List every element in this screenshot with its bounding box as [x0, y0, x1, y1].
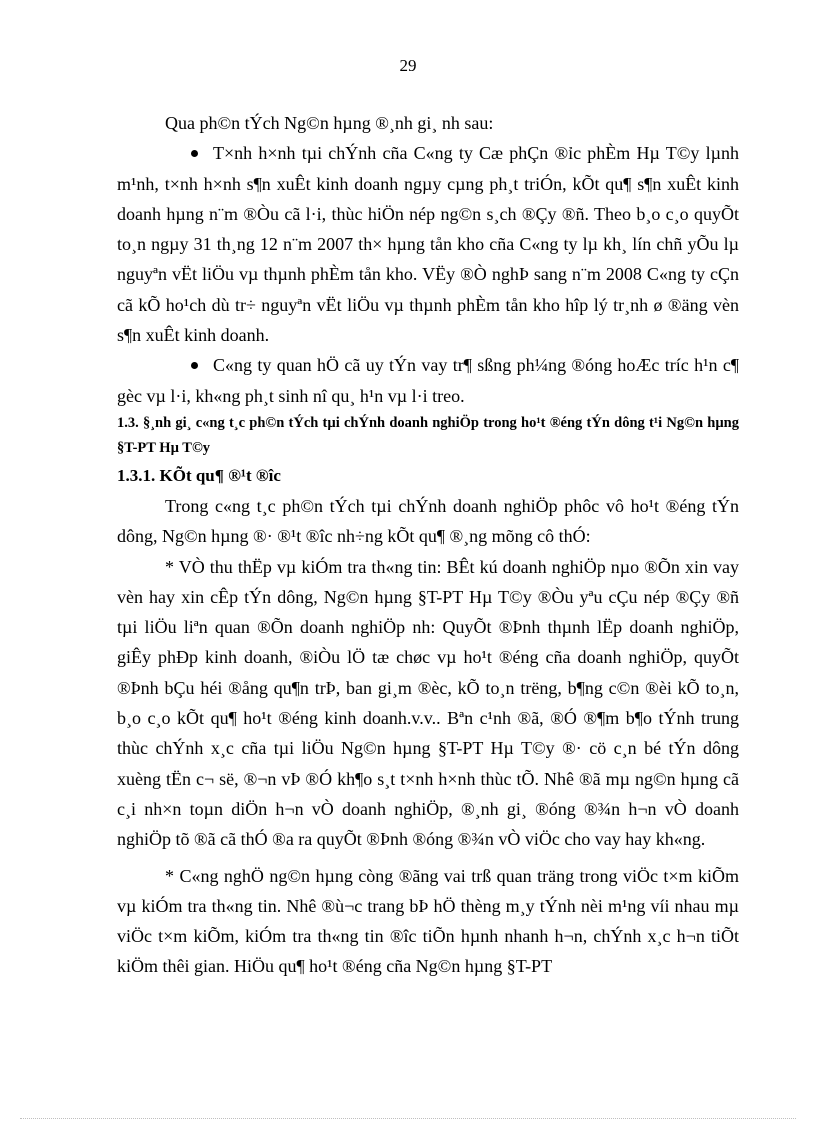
page-body [117, 108, 739, 982]
section-heading-1-3: 1.3. §¸nh gi¸ c«ng t¸c ph©n tÝch tµi chÝnh doanh nghiÖp trong ho¹t ®éng tÝn dông t¹i Ng©n hµng §T-PT Hµ T©y [117, 414, 739, 456]
bullet-item-1 [117, 138, 739, 350]
paragraph-3: * C«ng nghÖ ng©n hµng còng ®ãng vai trß quan träng trong viÖc t×m kiÕm vµ kiÓm tra th«ng tin. Nhê ®ù¬c trang bÞ hÖ thèng m¸y tÝnh nèi m¹ng víi nhau mµ viÖc t×m kiÕm, kiÓm tra th«ng tin ®îc tiÕn hµnh nhanh h¬n, chÝnh x¸c h¬n tiÕt kiÖm thêi gian. HiÖu qu¶ ho¹t ®éng cña Ng©n hµng §T-PT [117, 865, 739, 977]
bullet-2-text: C«ng ty quan hÖ cã uy tÝn vay tr¶ sßng ph¼ng ®óng hoÆc tríc h¹n c¶ gèc vµ l·i, kh«ng ph¸t sinh nî qu¸ h¹n vµ l·i treo. [117, 355, 739, 406]
footer-rule [20, 1118, 796, 1119]
paragraph-2: * VÒ thu thËp vµ kiÓm tra th«ng tin: BÊt kú doanh nghiÖp nµo ®Õn xin vay vèn hay xin cÊp tÝn dông, Ng©n hµng §T-PT Hµ T©y ®Òu yªu cÇu nép ®Çy ®ñ tµi liÖu liªn quan ®Õn doanh nghiÖp nh: QuyÕt ®Þnh thµnh lËp doanh nghiÖp, giÊy phÐp kinh doanh, ®iÒu lÖ tæ chøc vµ ho¹t ®éng cña doanh nghiÖp, quyÕt ®Þnh bÇu héi ®ång qu¶n trÞ, ban gi¸m ®èc, kÕ to¸n trëng, b¶ng c©n ®èi kÕ to¸n, b¸o c¸o kÕt qu¶ ho¹t ®éng kinh doanh.v.v.. Bªn c¹nh ®ã, ®Ó ®¶m b¶o tÝnh trung thùc chÝnh x¸c cña tµi liÖu Ng©n hµng §T-PT Hµ T©y ®· cö c¸n bé tÝn dông xuèng tËn c¬ së, ®¬n vÞ ®Ó kh¶o s¸t t×nh h×nh thùc tÕ. Nhê ®ã mµ ng©n hµng cã c¸i nh×n toµn diÖn h¬n vÒ doanh nghiÖp, ®¸nh gi¸ ®óng ®¾n h¬n vÒ doanh nghiÖp tõ ®ã cã thÓ ®a ra quyÕt ®Þnh ®óng ®¾n vÒ viÖc cho vay hay kh«ng. [117, 556, 739, 850]
intro-paragraph: Qua ph©n tÝch Ng©n hµng ®¸nh gi¸ nh sau: [165, 113, 494, 133]
bullet-item-2 [117, 350, 739, 411]
section-heading-1-3-1: 1.3.1. KÕt qu¶ ®¹t ®îc [117, 465, 281, 485]
paragraph-1: Trong c«ng t¸c ph©n tÝch tµi chÝnh doanh nghiÖp phôc vô ho¹t ®éng tÝn dông, Ng©n hµng ®· ®¹t ®îc nh÷ng kÕt qu¶ ®¸ng mõng cô thÓ: [117, 495, 739, 547]
page-number: 29 [399, 56, 417, 75]
bullet-1-text: T×nh h×nh tµi chÝnh cña C«ng ty Cæ phÇn ®ỉc phÈm Hµ T©y lµnh m¹nh, t×nh h×nh s¶n xuÊt kinh doanh ngµy cµng ph¸t triÓn, kÕt qu¶ s¶n xuÊt kinh doanh hµng n¨m ®Òu cã l·i, thùc hiÖn nép ng©n s¸ch ®Çy ®ñ. Theo b¸o c¸o quyÕt to¸n ngµy 31 th¸ng 12 n¨m 2007 th× hµng tån kho cña C«ng ty lµ kh¸ lín chñ yÕu lµ nguyªn vËt liÖu vµ thµnh phÈm tån kho. VËy ®Ò nghÞ sang n¨m 2008 C«ng ty cÇn cã kÕ ho¹ch dù tr÷ nguyªn vËt liÖu vµ thµnh phÈm tån kho hîp lý tr¸nh ø ®äng vèn s¶n xuÊt kinh doanh. [117, 143, 739, 346]
